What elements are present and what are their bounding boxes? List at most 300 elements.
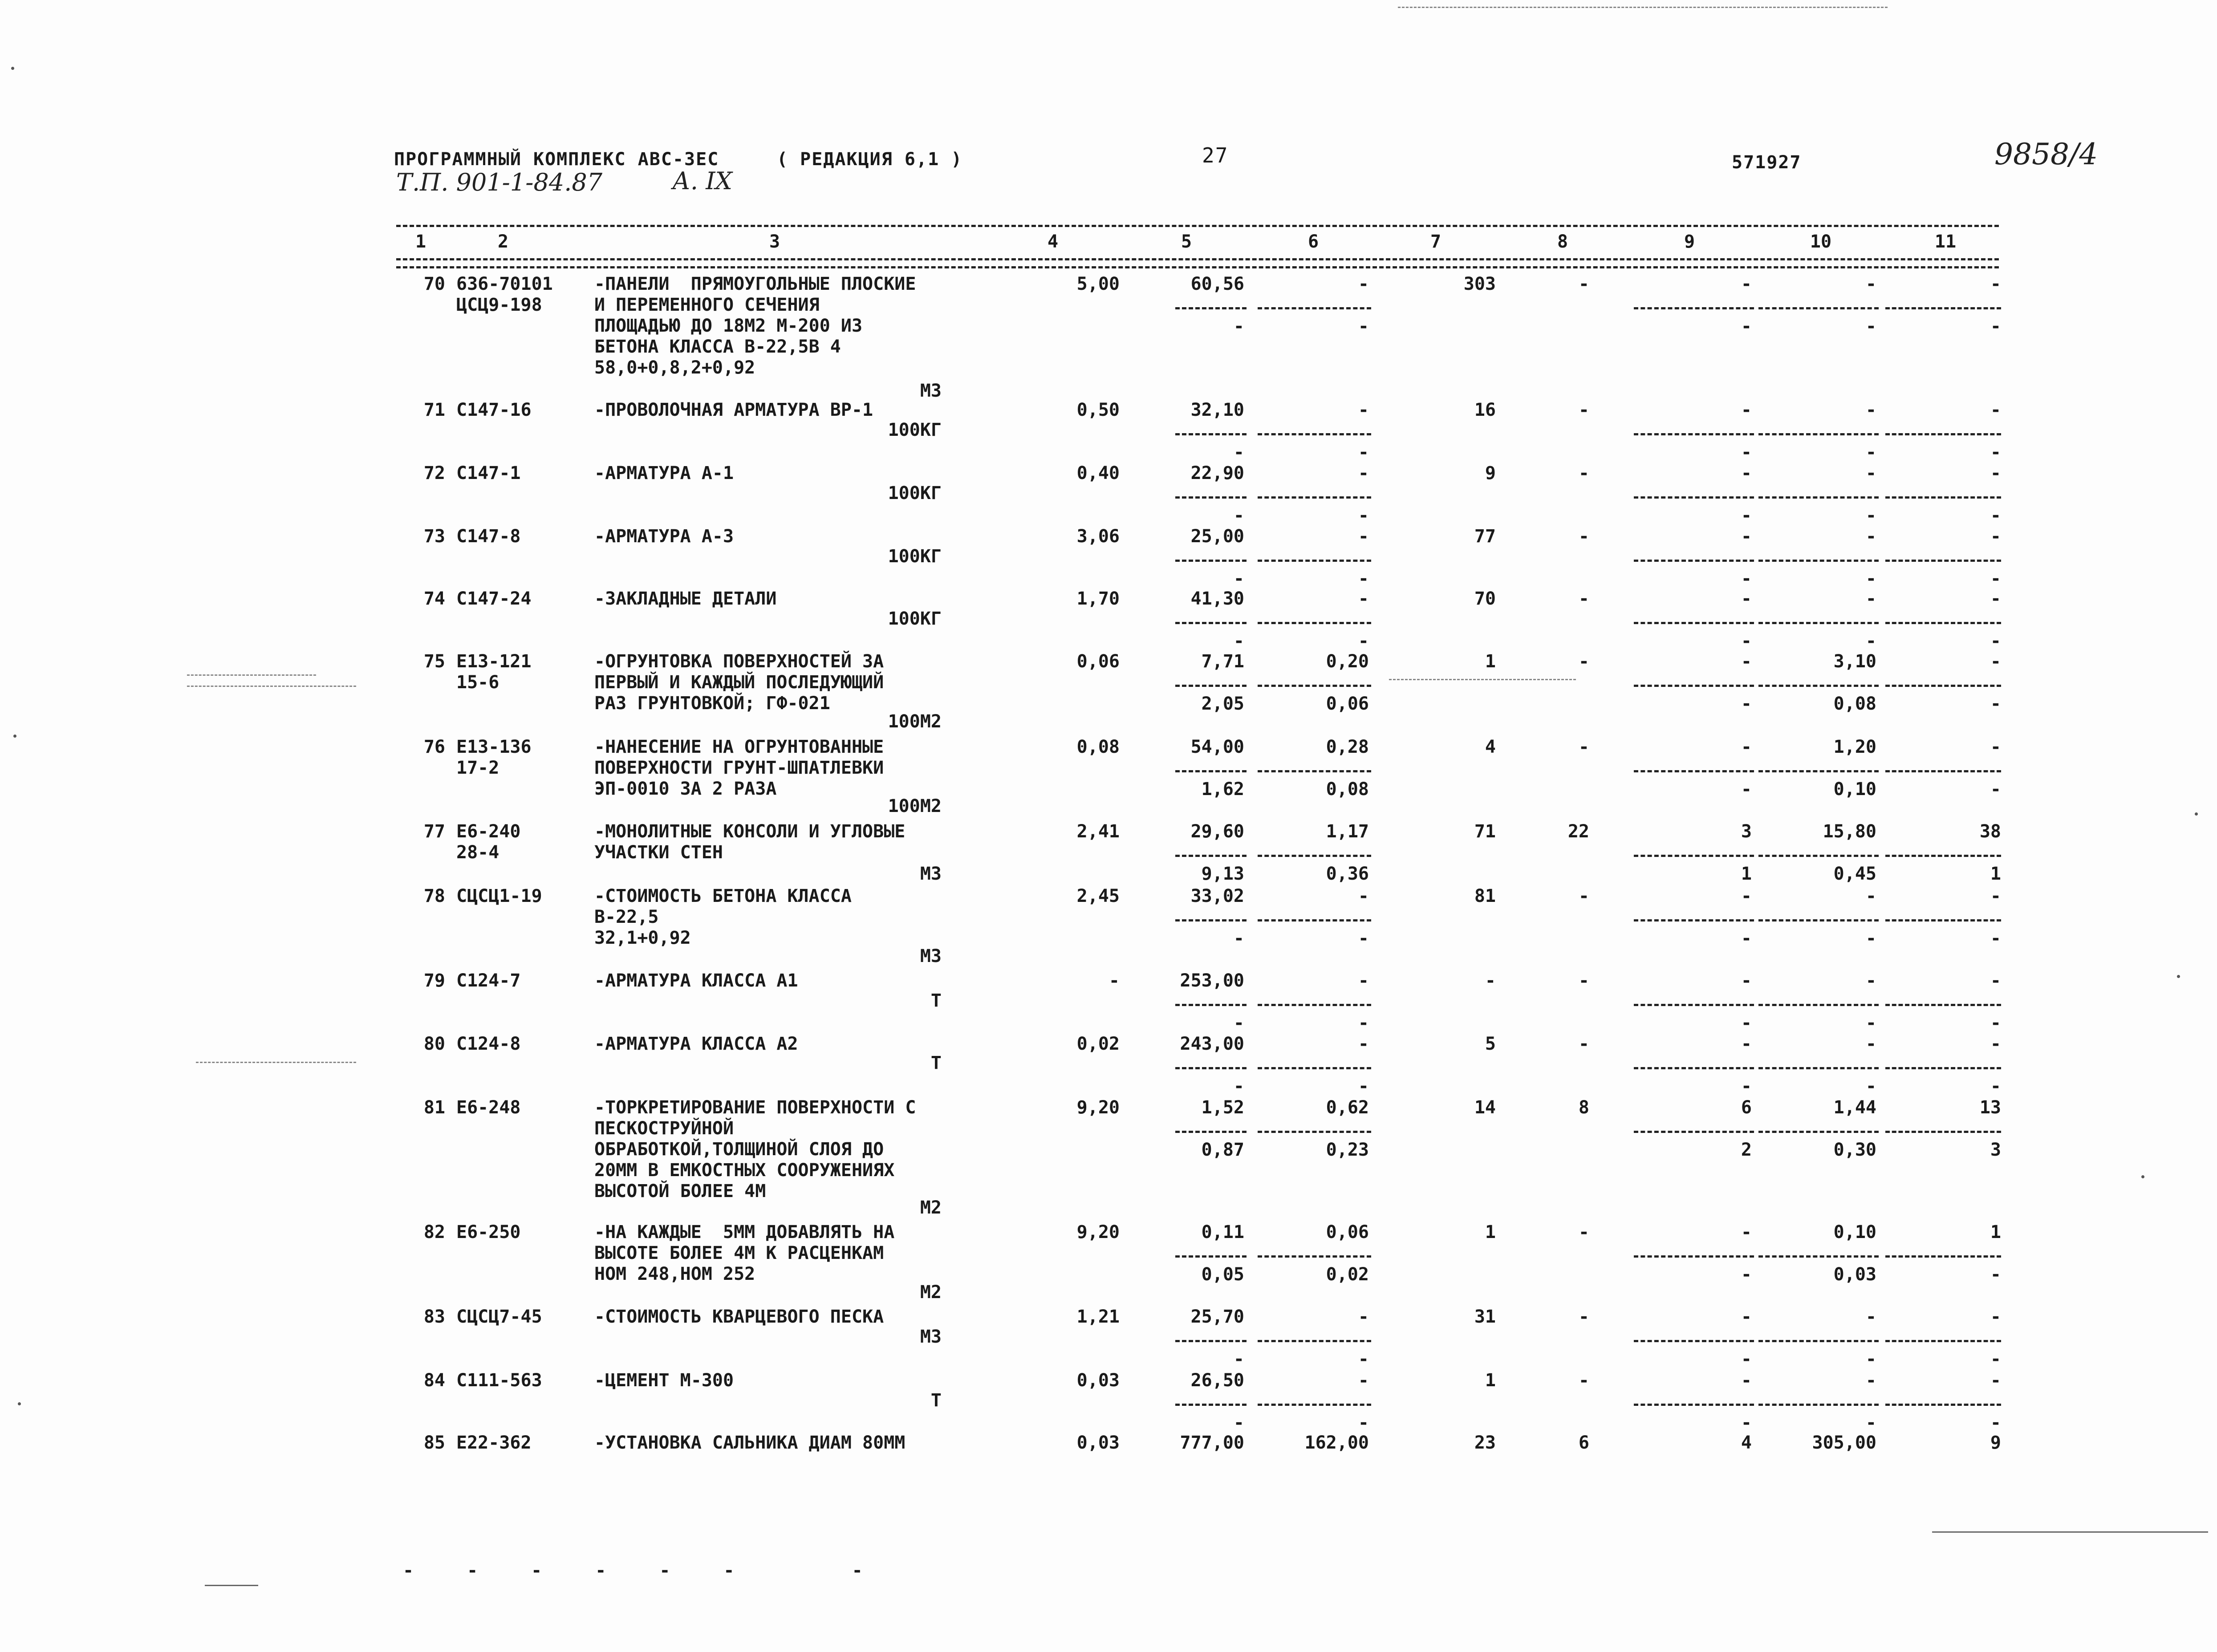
cell-col-9-second: 1: [1741, 864, 1752, 884]
value-separator: [1758, 1131, 1879, 1133]
cell-col-6-second: 0,23: [1326, 1140, 1369, 1160]
cell-col-11: 38: [1979, 821, 2001, 842]
row-number: 76: [423, 737, 445, 757]
cell-col-10: 0,10: [1833, 1222, 1876, 1242]
cell-col-5-second: -: [1233, 316, 1244, 337]
column-header-11: 11: [1934, 231, 1957, 252]
scan-speck: [13, 735, 16, 738]
value-separator: [1175, 1255, 1247, 1258]
cell-col-11-second: -: [1990, 1264, 2001, 1285]
value-separator: [1885, 1404, 2001, 1406]
cell-col-5-second: 0,05: [1201, 1264, 1244, 1285]
value-separator: [1175, 1004, 1247, 1006]
cell-col-5-second: -: [1233, 1013, 1244, 1033]
cell-col-8: -: [1578, 274, 1589, 294]
value-separator: [1258, 1255, 1371, 1258]
resource-code: Е6-250: [456, 1222, 521, 1242]
cell-col-8: -: [1578, 463, 1589, 483]
work-description: -ПРОВОЛОЧНАЯ АРМАТУРА ВР-1: [594, 400, 873, 420]
cell-col-9-second: -: [1741, 631, 1752, 651]
value-separator: [1175, 1340, 1247, 1342]
value-separator: [1885, 560, 2001, 562]
cell-col-10: 15,80: [1823, 821, 1876, 842]
cell-col-8: -: [1578, 1370, 1589, 1391]
cell-col-6: -: [1358, 1034, 1369, 1054]
value-separator: [1258, 855, 1371, 857]
cell-col-11: -: [1990, 463, 2001, 483]
cell-col-11: -: [1990, 1034, 2001, 1054]
value-separator: [1634, 433, 1754, 435]
row-number: 79: [423, 970, 445, 991]
cell-col-7: 81: [1474, 886, 1496, 906]
value-separator: [1634, 685, 1754, 687]
cell-col-10-second: -: [1865, 1349, 1876, 1369]
value-separator: [1175, 1067, 1247, 1069]
cell-col-4: 0,02: [1076, 1034, 1120, 1054]
value-separator: [1634, 1404, 1754, 1406]
cell-col-9-second: -: [1741, 1013, 1752, 1033]
column-header-7: 7: [1430, 231, 1441, 252]
cell-col-11-second: -: [1990, 1349, 2001, 1369]
cell-col-5-second: -: [1233, 505, 1244, 526]
unit-of-measure: М3: [920, 864, 942, 884]
scan-speck: [2177, 975, 2180, 978]
cell-col-6-second: -: [1358, 1349, 1369, 1369]
resource-code: Е6-248: [456, 1097, 521, 1118]
scan-noise-line: [187, 674, 316, 676]
cell-col-4: 9,20: [1076, 1097, 1120, 1118]
cell-col-4: 2,41: [1076, 821, 1120, 842]
unit-of-measure: 100КГ: [888, 483, 942, 503]
cell-col-6: -: [1358, 274, 1369, 294]
cell-col-6: -: [1358, 1307, 1369, 1327]
handwritten-album-number: А. IX: [672, 167, 732, 195]
row-number: 71: [423, 400, 445, 420]
cell-col-8: 6: [1578, 1433, 1589, 1453]
row-number: 85: [423, 1433, 445, 1453]
cell-col-11: -: [1990, 886, 2001, 906]
work-description: -АРМАТУРА А-1: [594, 463, 734, 483]
cell-col-6: -: [1358, 970, 1369, 991]
row-number: 82: [423, 1222, 445, 1242]
cell-col-9: 4: [1741, 1433, 1752, 1453]
work-description: -МОНОЛИТНЫЕ КОНСОЛИ И УГЛОВЫЕ УЧАСТКИ СТЕН: [594, 821, 905, 863]
cell-col-11-second: -: [1990, 779, 2001, 800]
value-separator: [1175, 560, 1247, 562]
cell-col-9: -: [1741, 1034, 1752, 1054]
cell-col-6-second: -: [1358, 1013, 1369, 1033]
value-separator: [1758, 496, 1879, 499]
cell-col-6-second: -: [1358, 568, 1369, 589]
cell-col-6-second: -: [1358, 505, 1369, 526]
cell-col-11: -: [1990, 526, 2001, 547]
value-separator: [1258, 1404, 1371, 1406]
value-separator: [1258, 770, 1371, 772]
cell-col-8: -: [1578, 970, 1589, 991]
cell-col-9-second: -: [1741, 1076, 1752, 1096]
cell-col-10-second: -: [1865, 928, 1876, 949]
cell-col-9: -: [1741, 526, 1752, 547]
cell-col-5-second: -: [1233, 442, 1244, 463]
cell-col-6: -: [1358, 526, 1369, 547]
unit-of-measure: М3: [920, 946, 942, 966]
table-header-rule: [396, 258, 1999, 260]
value-separator: [1885, 770, 2001, 772]
cell-col-4: 1,21: [1076, 1307, 1120, 1327]
cell-col-9-second: -: [1741, 779, 1752, 800]
column-header-9: 9: [1684, 231, 1695, 252]
value-separator: [1258, 433, 1371, 435]
cell-col-10: -: [1865, 1034, 1876, 1054]
resource-code: СЦСЦ1-19: [456, 886, 542, 906]
cell-col-10-second: -: [1865, 442, 1876, 463]
cell-col-5: 253,00: [1180, 970, 1244, 991]
resource-code: С111-563: [456, 1370, 542, 1391]
cell-col-10-second: -: [1865, 1013, 1876, 1033]
column-header-10: 10: [1810, 231, 1832, 252]
scan-noise-line: [1389, 679, 1576, 680]
cell-col-7: 71: [1474, 821, 1496, 842]
cell-col-6: 1,17: [1326, 821, 1369, 842]
cell-col-9-second: -: [1741, 568, 1752, 589]
resource-code: С147-16: [456, 400, 532, 420]
value-separator: [1758, 1340, 1879, 1342]
cell-col-5: 25,70: [1190, 1307, 1244, 1327]
cell-col-5-second: -: [1233, 1076, 1244, 1096]
value-separator: [1258, 1131, 1371, 1133]
cell-col-10: -: [1865, 1307, 1876, 1327]
cell-col-9: -: [1741, 651, 1752, 672]
value-separator: [1634, 622, 1754, 624]
cell-col-4: 0,03: [1076, 1370, 1120, 1391]
cell-col-11: -: [1990, 737, 2001, 757]
cell-col-4: 0,06: [1076, 651, 1120, 672]
cell-col-5: 26,50: [1190, 1370, 1244, 1391]
row-number: 75: [423, 651, 445, 672]
scan-speck: [11, 67, 14, 70]
value-separator: [1634, 770, 1754, 772]
resource-code: Е6-240 28-4: [456, 821, 521, 863]
value-separator: [1885, 919, 2001, 921]
cell-col-11: -: [1990, 400, 2001, 420]
cell-col-9: 3: [1741, 821, 1752, 842]
value-separator: [1885, 496, 2001, 499]
cell-col-4: 5,00: [1076, 274, 1120, 294]
cell-col-5: 33,02: [1190, 886, 1244, 906]
value-separator: [1758, 433, 1879, 435]
cell-col-5: 777,00: [1180, 1433, 1244, 1453]
work-description: -ПАНЕЛИ ПРЯМОУГОЛЬНЫЕ ПЛОСКИЕ И ПЕРЕМЕННОГО СЕЧЕНИЯ ПЛОЩАДЬЮ ДО 18М2 М-200 ИЗ БЕТОНА КЛАССА В-22,5В 4 58,0+0,8,2+0,92: [594, 274, 916, 378]
value-separator: [1885, 1067, 2001, 1069]
cell-col-7: 303: [1463, 274, 1496, 294]
cell-col-10: -: [1865, 886, 1876, 906]
cell-col-9: -: [1741, 463, 1752, 483]
value-separator: [1175, 496, 1247, 499]
scan-noise-line: [205, 1585, 258, 1586]
cell-col-10: 3,10: [1833, 651, 1876, 672]
scan-speck: [2141, 1175, 2144, 1178]
cell-col-4: 3,06: [1076, 526, 1120, 547]
cell-col-6-second: -: [1358, 631, 1369, 651]
value-separator: [1758, 1004, 1879, 1006]
table-header-rule-2: [396, 266, 1999, 268]
cell-col-10: -: [1865, 463, 1876, 483]
row-number: 70: [423, 274, 445, 294]
cell-col-11-second: -: [1990, 631, 2001, 651]
cell-col-9-second: -: [1741, 694, 1752, 714]
cell-col-11: -: [1990, 970, 2001, 991]
value-separator: [1175, 1404, 1247, 1406]
cell-col-9-second: -: [1741, 316, 1752, 337]
cell-col-9: -: [1741, 1307, 1752, 1327]
value-separator: [1258, 1067, 1371, 1069]
value-separator: [1258, 560, 1371, 562]
cell-col-10-second: 0,30: [1833, 1140, 1876, 1160]
cell-col-5-second: -: [1233, 928, 1244, 949]
resource-code: Е13-136 17-2: [456, 737, 532, 778]
resource-code: 636-70101 ЦСЦ9-198: [456, 274, 553, 315]
cell-col-4: 0,50: [1076, 400, 1120, 420]
page-number: 27: [1202, 143, 1229, 167]
cell-col-7: 31: [1474, 1307, 1496, 1327]
cell-col-11-second: -: [1990, 1013, 2001, 1033]
cell-col-6-second: 0,08: [1326, 779, 1369, 800]
scan-noise-line: [196, 1062, 356, 1063]
value-separator: [1175, 1131, 1247, 1133]
cell-col-6-second: -: [1358, 442, 1369, 463]
cell-col-6: 0,28: [1326, 737, 1369, 757]
cell-col-5: 243,00: [1180, 1034, 1244, 1054]
cell-col-4: 0,40: [1076, 463, 1120, 483]
cell-col-8: -: [1578, 1222, 1589, 1242]
row-number: 81: [423, 1097, 445, 1118]
cell-col-9-second: -: [1741, 928, 1752, 949]
scan-noise-line: [1932, 1531, 2208, 1533]
resource-code: С147-24: [456, 589, 532, 609]
cell-col-4: 0,03: [1076, 1433, 1120, 1453]
cell-col-11: -: [1990, 274, 2001, 294]
cell-col-11: 13: [1979, 1097, 2001, 1118]
value-separator: [1634, 307, 1754, 309]
value-separator: [1758, 770, 1879, 772]
value-separator: [1758, 307, 1879, 309]
unit-of-measure: 100КГ: [888, 609, 942, 629]
cell-col-9-second: -: [1741, 1264, 1752, 1285]
cell-col-11: 1: [1990, 1222, 2001, 1242]
value-separator: [1258, 685, 1371, 687]
cell-col-9: -: [1741, 886, 1752, 906]
cell-col-10: -: [1865, 970, 1876, 991]
cell-col-11-second: 1: [1990, 864, 2001, 884]
cell-col-9: -: [1741, 737, 1752, 757]
resource-code: С124-7: [456, 970, 521, 991]
value-separator: [1758, 855, 1879, 857]
resource-code: Е22-362: [456, 1433, 532, 1453]
work-description: -СТОИМОСТЬ БЕТОНА КЛАССА В-22,5 32,1+0,92: [594, 886, 852, 948]
value-separator: [1258, 307, 1371, 309]
cell-col-11: 9: [1990, 1433, 2001, 1453]
row-number: 78: [423, 886, 445, 906]
cell-col-6: -: [1358, 400, 1369, 420]
cell-col-9: 6: [1741, 1097, 1752, 1118]
cell-col-5: 7,71: [1201, 651, 1244, 672]
cell-col-9: -: [1741, 1370, 1752, 1391]
value-separator: [1885, 1004, 2001, 1006]
resource-code: С124-8: [456, 1034, 521, 1054]
cell-col-5-second: 2,05: [1201, 694, 1244, 714]
cell-col-8: 8: [1578, 1097, 1589, 1118]
cell-col-11: -: [1990, 651, 2001, 672]
cell-col-8: 22: [1567, 821, 1589, 842]
unit-of-measure: Т: [930, 990, 942, 1011]
cell-col-11-second: -: [1990, 442, 2001, 463]
row-number: 83: [423, 1307, 445, 1327]
unit-of-measure: 100КГ: [888, 546, 942, 567]
cell-col-11: -: [1990, 1370, 2001, 1391]
cell-col-7: -: [1485, 970, 1496, 991]
cell-col-11: -: [1990, 589, 2001, 609]
resource-code: Е13-121 15-6: [456, 651, 532, 693]
work-description: -АРМАТУРА КЛАССА А2: [594, 1034, 798, 1054]
row-number: 72: [423, 463, 445, 483]
footer-dashes: ------ -: [403, 1560, 916, 1581]
cell-col-8: -: [1578, 1034, 1589, 1054]
work-description: -ОГРУНТОВКА ПОВЕРХНОСТЕЙ ЗА ПЕРВЫЙ И КАЖДЫЙ ПОСЛЕДУЮЩИЙ РАЗ ГРУНТОВКОЙ; ГФ-021: [594, 651, 884, 714]
cell-col-6: 0,06: [1326, 1222, 1369, 1242]
cell-col-5-second: 9,13: [1201, 864, 1244, 884]
cell-col-11-second: -: [1990, 568, 2001, 589]
cell-col-6: -: [1358, 463, 1369, 483]
cell-col-10-second: -: [1865, 568, 1876, 589]
scan-speck: [18, 1402, 21, 1405]
work-description: -ТОРКРЕТИРОВАНИЕ ПОВЕРХНОСТИ С ПЕСКОСТРУЙНОЙ ОБРАБОТКОЙ,ТОЛЩИНОЙ СЛОЯ ДО 20ММ В ЕМКОСТНЫХ СООРУЖЕНИЯХ ВЫСОТОЙ БОЛЕЕ 4М: [594, 1097, 916, 1201]
cell-col-5-second: -: [1233, 1349, 1244, 1369]
value-separator: [1634, 1255, 1754, 1258]
cell-col-10: 305,00: [1812, 1433, 1876, 1453]
cell-col-6-second: -: [1358, 1413, 1369, 1433]
cell-col-5: 41,30: [1190, 589, 1244, 609]
value-separator: [1634, 1340, 1754, 1342]
cell-col-11-second: -: [1990, 928, 2001, 949]
cell-col-5-second: -: [1233, 631, 1244, 651]
work-description: -АРМАТУРА КЛАССА А1: [594, 970, 798, 991]
cell-col-7: 5: [1485, 1034, 1496, 1054]
resource-code: СЦСЦ7-45: [456, 1307, 542, 1327]
cell-col-7: 9: [1485, 463, 1496, 483]
column-header-3: 3: [769, 231, 780, 252]
cell-col-5: 54,00: [1190, 737, 1244, 757]
cell-col-6: 0,20: [1326, 651, 1369, 672]
work-description: -ЗАКЛАДНЫЕ ДЕТАЛИ: [594, 589, 777, 609]
cell-col-5: 22,90: [1190, 463, 1244, 483]
cell-col-6: -: [1358, 1370, 1369, 1391]
value-separator: [1885, 1131, 2001, 1133]
cell-col-10-second: 0,10: [1833, 779, 1876, 800]
handwritten-project-number: Т.П. 901-1-84.87: [396, 168, 603, 196]
value-separator: [1175, 622, 1247, 624]
cell-col-6: -: [1358, 886, 1369, 906]
cell-col-10-second: 0,03: [1833, 1264, 1876, 1285]
cell-col-8: -: [1578, 651, 1589, 672]
unit-of-measure: М3: [920, 381, 942, 401]
cell-col-8: -: [1578, 737, 1589, 757]
value-separator: [1634, 1131, 1754, 1133]
value-separator: [1885, 1340, 2001, 1342]
cell-col-5-second: -: [1233, 1413, 1244, 1433]
cell-col-6-second: 0,02: [1326, 1264, 1369, 1285]
cell-col-5: 29,60: [1190, 821, 1244, 842]
cell-col-5-second: -: [1233, 568, 1244, 589]
cell-col-9: -: [1741, 274, 1752, 294]
cell-col-5-second: 1,62: [1201, 779, 1244, 800]
cell-col-6: 162,00: [1304, 1433, 1369, 1453]
cell-col-7: 1: [1485, 1222, 1496, 1242]
unit-of-measure: 100М2: [888, 796, 942, 816]
value-separator: [1885, 1255, 2001, 1258]
cell-col-9-second: -: [1741, 1413, 1752, 1433]
unit-of-measure: М2: [920, 1197, 942, 1218]
value-separator: [1758, 1255, 1879, 1258]
cell-col-9: -: [1741, 589, 1752, 609]
cell-col-5: 60,56: [1190, 274, 1244, 294]
value-separator: [1634, 1067, 1754, 1069]
column-header-2: 2: [497, 231, 509, 252]
cell-col-10-second: -: [1865, 316, 1876, 337]
cell-col-7: 70: [1474, 589, 1496, 609]
cell-col-4: 0,08: [1076, 737, 1120, 757]
resource-code: С147-1: [456, 463, 521, 483]
cell-col-8: -: [1578, 526, 1589, 547]
unit-of-measure: 100КГ: [888, 420, 942, 440]
work-description: -НАНЕСЕНИЕ НА ОГРУНТОВАННЫЕ ПОВЕРХНОСТИ ГРУНТ-ШПАТЛЕВКИ ЭП-0010 ЗА 2 РАЗА: [594, 737, 884, 799]
work-description: -АРМАТУРА А-3: [594, 526, 734, 547]
cell-col-6-second: 0,06: [1326, 694, 1369, 714]
document-code: 571927: [1732, 152, 1802, 173]
cell-col-11-second: -: [1990, 1076, 2001, 1096]
resource-code: С147-8: [456, 526, 521, 547]
row-number: 77: [423, 821, 445, 842]
program-title: ПРОГРАММНЫЙ КОМПЛЕКС АВС-3ЕС: [394, 149, 719, 170]
cell-col-11: -: [1990, 1307, 2001, 1327]
scan-noise-line: [187, 686, 356, 687]
table-top-rule: [396, 225, 1999, 227]
row-number: 74: [423, 589, 445, 609]
column-header-1: 1: [415, 231, 426, 252]
value-separator: [1175, 433, 1247, 435]
column-header-8: 8: [1557, 231, 1568, 252]
value-separator: [1175, 919, 1247, 921]
cell-col-7: 1: [1485, 651, 1496, 672]
value-separator: [1258, 496, 1371, 499]
column-header-6: 6: [1307, 231, 1319, 252]
row-number: 80: [423, 1034, 445, 1054]
cell-col-10-second: 0,08: [1833, 694, 1876, 714]
cell-col-7: 23: [1474, 1433, 1496, 1453]
cell-col-6-second: -: [1358, 1076, 1369, 1096]
cell-col-4: 1,70: [1076, 589, 1120, 609]
value-separator: [1258, 1004, 1371, 1006]
cell-col-7: 77: [1474, 526, 1496, 547]
cell-col-10-second: -: [1865, 631, 1876, 651]
cell-col-5-second: 0,87: [1201, 1140, 1244, 1160]
value-separator: [1758, 1067, 1879, 1069]
cell-col-7: 1: [1485, 1370, 1496, 1391]
cell-col-9-second: 2: [1741, 1140, 1752, 1160]
cell-col-9: -: [1741, 400, 1752, 420]
cell-col-10-second: -: [1865, 1076, 1876, 1096]
cell-col-10: -: [1865, 526, 1876, 547]
cell-col-9-second: -: [1741, 442, 1752, 463]
